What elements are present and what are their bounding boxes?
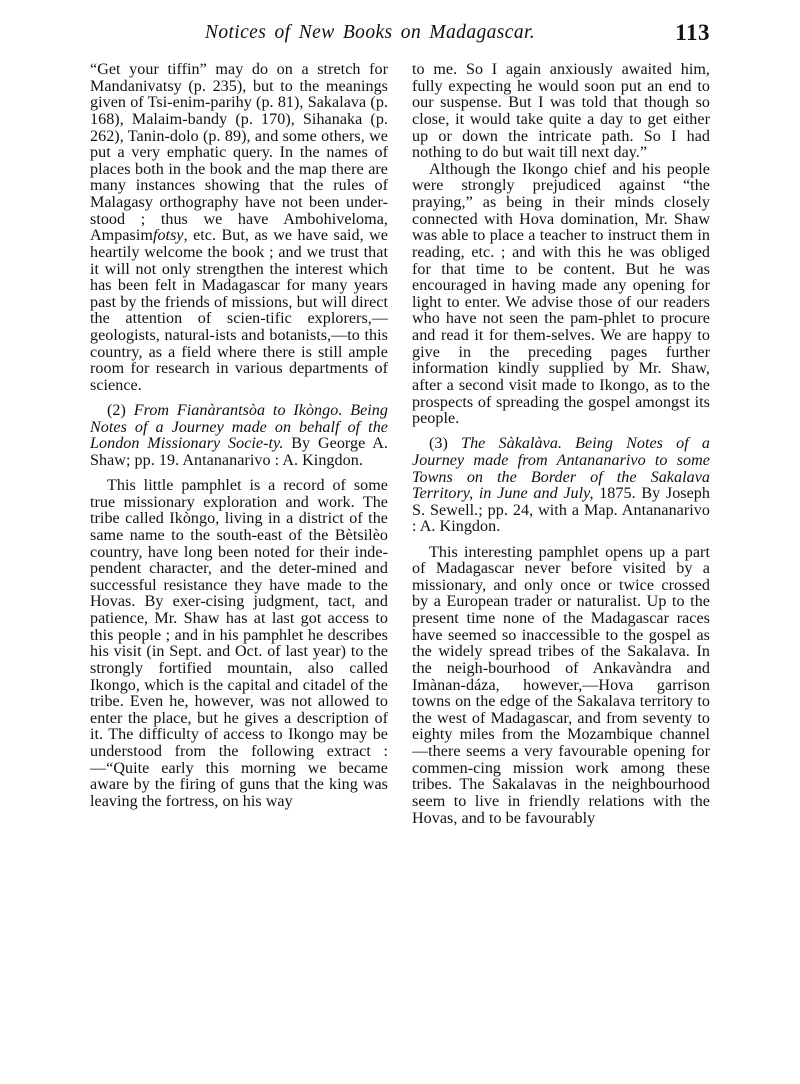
running-head <box>90 22 710 56</box>
body-columns <box>90 62 710 1037</box>
column-right <box>412 62 710 1037</box>
page-number: 113 <box>675 20 710 45</box>
paragraph-sakalava-review <box>412 545 710 828</box>
italic-fotsy: fotsy <box>152 227 184 245</box>
paragraph-text: Although the Ikongo chief and his people were strongly prejudiced against “the praying,” as being in their minds closely connected with Hova domination, Mr. Shaw was able to place a teacher to instruct them in reading, etc. ; and with this he was obliged for that time to be content. But he was encouraged in having made any opening for light to enter. We advise those of our readers who have not seen the pam-phlet to procure and read it for them-selves. We are happy to give in the preceding pages further information kindly supplied by Mr. Shaw, after a second visit made to Ikongo, as to the prospects of spreading the gospel amongst its people. <box>412 160 710 428</box>
column-left <box>90 62 388 1037</box>
entry-number: (2) <box>107 402 126 419</box>
book-entry-2 <box>90 403 388 470</box>
entry-title: From Fianàrantsòa to Ikòngo. Being Notes of a Journey made on behalf of the London Missionary Socie-ty. <box>90 402 389 453</box>
entry-imprint: By Joseph S. Sewell.; pp. 24, with a Map. Antananarivo : A. Kingdon. <box>412 485 710 536</box>
book-entry-3 <box>412 436 710 536</box>
paragraph-ikongo-chief <box>412 162 710 428</box>
paragraph-text: “Get your tiffin” may do on a stretch for Mandanivatsy (p. 235), but to the meanings given of Tsi-enim-parihy (p. 81), Sakalava (p. 168), Malaim-bandy (p. 170), Sihanaka (p. 262), Tanin-dolo (p. 89), and some others, we put a very emphatic query. In the names of places both in the book and the map there are many instances showing that the rules of Malagasy orthography have not been under-stood ; thus we have Ambohiveloma, Ampasim <box>90 61 388 245</box>
paragraph-text: This interesting pamphlet opens up a part of Madagascar never before visited by a missionary, and only once or twice crossed by a European trader or naturalist. Up to the present time none of the Madagascar races have seemed so inaccessible to the gospel as the widely spread tribes of the Sakalava. In the neigh-bourhood of Ankavàndra and Imànan-dáza, however,—Hova garrison towns on the edge of the Sakalava territory to the west of Madagascar, and from seventy to eighty miles from the Mozambique channel—there seems a very favourable opening for commen-cing mission work among these tribes. The Sakalavas in the neighbourhood seem to live in friendly relations with the Hovas, and to be favourably <box>412 543 710 827</box>
paragraph-text: to me. So I again anxiously awaited him, fully expecting he would soon put an end to our suspense. But I was told that though so close, it would take quite a day to get either up or down the intricate path. So I had nothing to do but wait till next day.” <box>412 61 710 162</box>
paragraph-extract-continued <box>412 62 710 162</box>
entry-imprint: By George A. Shaw; pp. 19. Antananarivo : A. Kingdon. <box>90 435 388 469</box>
paragraph-ikongo-review <box>90 478 388 811</box>
paragraph-tiffin-review <box>90 62 388 395</box>
entry-title: The Sàkalàva. Being Notes of a Journey made from Antananarivo to some Towns on the Border of the Sakalava Territory, in June and July, <box>412 435 710 503</box>
paragraph-text-tail: , etc. But, as we have said, we heartily welcome the book ; and we trust that it will not only strengthen the interest which has been felt in Madagascar for many years past by the friends of missions, but will direct the attention of scien-tific explorers,—geologists, natural-ists and botanists,—to this country, as a field where there is still ample room for research in various departments of science. <box>90 227 388 394</box>
entry-year: 1875. <box>593 485 636 503</box>
paragraph-text: This little pamphlet is a record of some true missionary exploration and work. The tribe called Ikòngo, living in a district of the same name to the south-east of the Bètsilèo country, have long been noted for their inde-pendent character, and the deter-mined and successful resistance they have made to the Hovas. By exer-cising judgment, tact, and patience, Mr. Shaw has at last got access to this people ; and in his pamphlet he describes his visit (in Sept. and Oct. of last year) to the strongly fortified mountain, also called Ikongo, which is the capital and citadel of the tribe. Even he, however, was not allowed to enter the place, but he gives a description of it. The difficulty of access to Ikongo may be understood from the following extract :—“Quite early this morning we became aware by the firing of guns that the king was leaving the fortress, on his way <box>90 477 388 810</box>
entry-number: (3) <box>429 435 448 453</box>
page-title: Notices of New Books on Madagascar. <box>204 22 536 43</box>
